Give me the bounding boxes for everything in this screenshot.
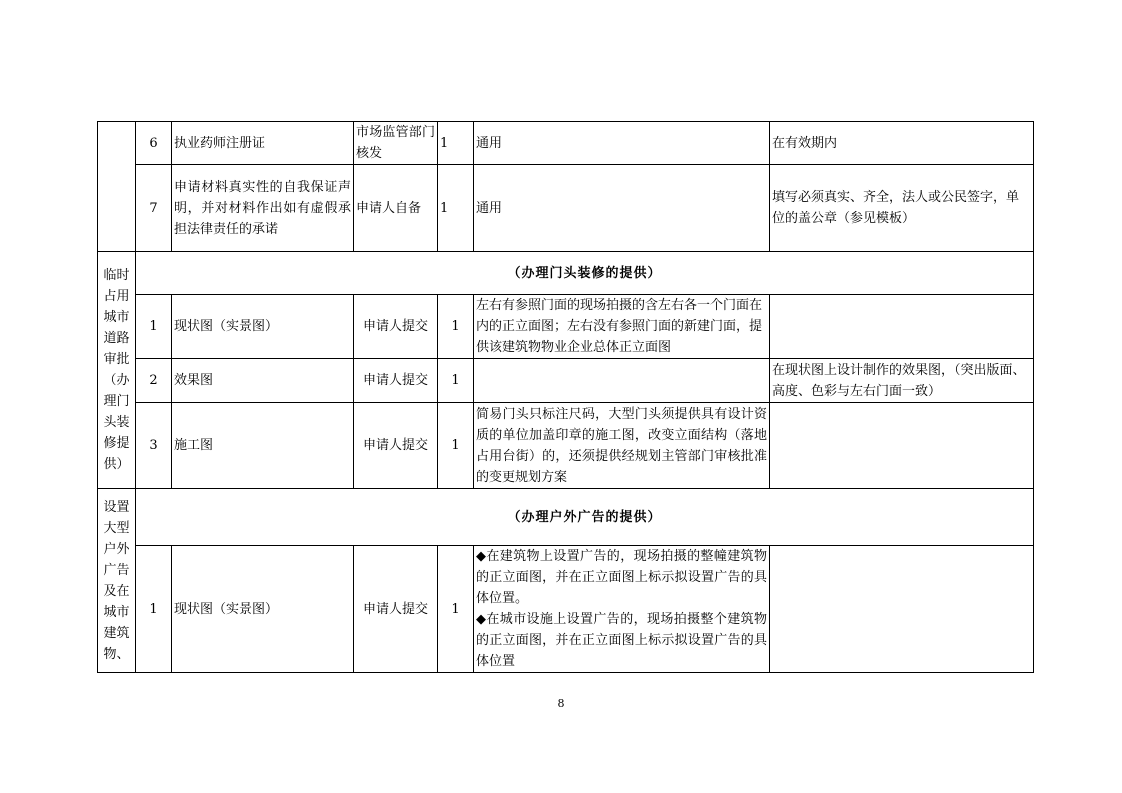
row-number: 3 (136, 403, 172, 489)
material-name: 效果图 (172, 359, 354, 403)
material-count: 1 (438, 295, 474, 359)
material-count: 1 (438, 359, 474, 403)
spec-item-building: ◆在建筑物上设置广告的，现场拍摄的整幢建筑物的正立面图，并在正立面图上标示拟设置广告的具体位置。 (476, 549, 767, 606)
category-cell-empty (98, 122, 136, 252)
table-row (98, 359, 1034, 403)
material-name: 申请材料真实性的自我保证声明，并对材料作出如有虚假承担法律责任的承诺 (172, 165, 354, 252)
section-header-row (98, 489, 1034, 546)
material-name: 施工图 (172, 403, 354, 489)
material-spec (474, 359, 770, 403)
material-source: 申请人提交 (354, 359, 438, 403)
row-number: 1 (136, 295, 172, 359)
table-row (98, 403, 1034, 489)
material-count: 1 (438, 122, 474, 165)
category-cell: 临时占用城市道路审批（办理门头装修提供） (98, 252, 136, 489)
material-source: 申请人自备 (354, 165, 438, 252)
section-title: （办理户外广告的提供） (136, 489, 1034, 546)
material-note: 在现状图上设计制作的效果图，（突出版面、高度、色彩与左右门面一致） (770, 359, 1034, 403)
material-source: 市场监管部门核发 (354, 122, 438, 165)
material-note: 在有效期内 (770, 122, 1034, 165)
table-row (98, 165, 1034, 252)
material-spec (474, 546, 770, 673)
material-note (770, 295, 1034, 359)
material-source: 申请人提交 (354, 546, 438, 673)
material-note (770, 403, 1034, 489)
table-row (98, 295, 1034, 359)
row-number: 2 (136, 359, 172, 403)
material-count: 1 (438, 165, 474, 252)
section-title: （办理门头装修的提供） (136, 252, 1034, 295)
material-name: 执业药师注册证 (172, 122, 354, 165)
material-count: 1 (438, 546, 474, 673)
material-spec: 左右有参照门面的现场拍摄的含左右各一个门面在内的正立面图；左右没有参照门面的新建门面，提供该建筑物物业企业总体正立面图 (474, 295, 770, 359)
materials-table (97, 121, 1034, 673)
row-number: 7 (136, 165, 172, 252)
section-header-row (98, 252, 1034, 295)
material-note: 填写必须真实、齐全，法人或公民签字，单位的盖公章（参见模板） (770, 165, 1034, 252)
category-cell: 设置大型户外广告及在城市建筑物、 (98, 489, 136, 673)
spec-item-facility: ◆在城市设施上设置广告的，现场拍摄整个建筑物的正立面图，并在正立面图上标示拟设置广告的具体位置 (476, 612, 767, 669)
material-name: 现状图（实景图） (172, 546, 354, 673)
material-note (770, 546, 1034, 673)
material-source: 申请人提交 (354, 403, 438, 489)
material-name: 现状图（实景图） (172, 295, 354, 359)
material-spec: 通用 (474, 122, 770, 165)
row-number: 6 (136, 122, 172, 165)
row-number: 1 (136, 546, 172, 673)
material-source: 申请人提交 (354, 295, 438, 359)
table-row (98, 122, 1034, 165)
material-spec: 通用 (474, 165, 770, 252)
material-count: 1 (438, 403, 474, 489)
table-row (98, 546, 1034, 673)
material-spec: 简易门头只标注尺码，大型门头须提供具有设计资质的单位加盖印章的施工图，改变立面结构（落地占用台街）的，还须提供经规划主管部门审核批准的变更规划方案 (474, 403, 770, 489)
page-number: 8 (557, 697, 565, 710)
